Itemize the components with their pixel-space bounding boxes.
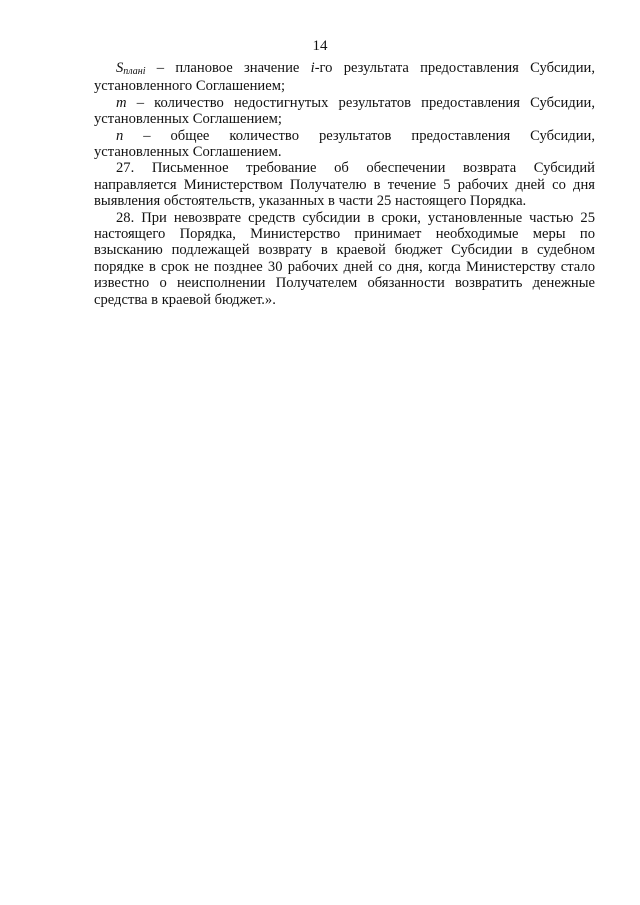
definition-dash: – xyxy=(145,60,176,76)
subscript-plan: плані xyxy=(123,66,146,77)
document-body xyxy=(94,60,595,308)
definition-n xyxy=(94,128,595,161)
definition-text: количество недостигнутых результатов предоставления Субсидии, установленных Соглашением; xyxy=(94,94,595,128)
definition-text: -го результата предоставления Субсидии, установленного Соглашением; xyxy=(94,60,595,95)
symbol-n: n xyxy=(116,127,124,144)
definition-m xyxy=(94,95,595,128)
paragraph-27: 27. Письменное требование об обеспечении возврата Субсидий направляется Министерством Получателю в течение 5 рабочих дней со дня выявления обстоятельств, указанных в части 25 настоящего Порядка. xyxy=(94,160,595,210)
symbol-m: m xyxy=(116,94,127,111)
symbol-s: S xyxy=(116,60,124,76)
page-number: 14 xyxy=(312,38,328,54)
definition-dash: – xyxy=(123,127,171,144)
symbol-i: i xyxy=(310,60,315,76)
definition-s-plan xyxy=(94,60,595,95)
paragraph-28: 28. При невозврате средств субсидии в сроки, установленные частью 25 настоящего Порядка, Министерство принимает необходимые меры по взысканию подлежащей возврату в краевой бюджет Субсидии в судебном порядке в срок не позднее 30 рабочих дней со дня, когда Министерству стало известно о неисполнении Получателем обязанности возвратить денежные средства в краевой бюджет.». xyxy=(94,209,595,308)
definition-text: общее количество результатов предоставления Субсидии, установленных Соглашением. xyxy=(94,127,595,161)
definition-text: плановое значение xyxy=(175,60,311,76)
definition-dash: – xyxy=(126,94,155,111)
